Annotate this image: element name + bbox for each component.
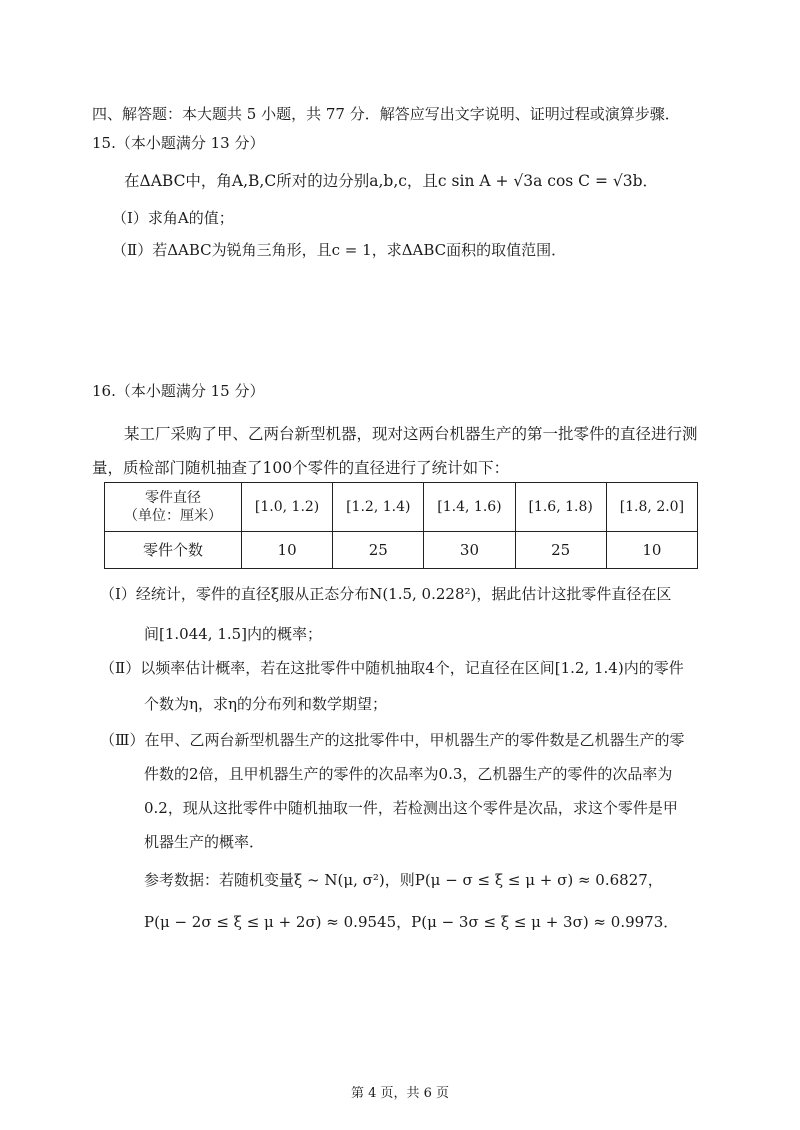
count-cell: 30 [424,532,515,569]
interval-cell: [1.4, 1.6) [424,483,515,532]
diameter-table [104,482,698,569]
q16-part2-line1: （Ⅱ）以频率估计概率，若在这批零件中随机抽取4个，记直径在区间[1.2, 1.4)内的零件 [100,659,684,677]
table-count-row [105,532,698,569]
q16-part1-line1: （Ⅰ）经统计，零件的直径ξ服从正态分布N(1.5, 0.228²)，据此估计这批零件直径在区 [100,585,672,603]
table-header-label [105,483,242,532]
q16-part3-line3: 0.2，现从这批零件中随机抽取一件，若检测出这个零件是次品，求这个零件是甲 [144,799,678,817]
q15-part2: （Ⅱ）若ΔABC为锐角三角形，且c = 1，求ΔABC面积的取值范围． [112,241,567,259]
header-label-line1: 零件直径 [145,490,201,506]
q15-part1: （Ⅰ）求角A的值； [112,209,234,227]
q15-title: 15.（本小题满分 13 分） [92,134,265,152]
q16-intro-line1: 某工厂采购了甲、乙两台新型机器，现对这两台机器生产的第一批零件的直径进行测 [124,425,698,443]
page-footer: 第 4 页，共 6 页 [350,1086,450,1101]
header-label-line2: （单位：厘米） [124,508,222,524]
interval-cell: [1.8, 2.0] [606,483,697,532]
interval-cell: [1.0, 1.2) [242,483,333,532]
q16-part1-line2: 间[1.044, 1.5]内的概率； [144,625,323,643]
section-heading: 四、解答题：本大题共 5 小题，共 77 分．解答应写出文字说明、证明过程或演算步骤． [92,105,680,123]
q16-part3-line4: 机器生产的概率． [144,833,265,851]
interval-cell: [1.2, 1.4) [333,483,424,532]
q16-intro-line2: 量，质检部门随机抽查了100个零件的直径进行了统计如下： [92,459,510,477]
q16-part3-line1: （Ⅲ）在甲、乙两台新型机器生产的这批零件中，甲机器生产的零件数是乙机器生产的零 [100,731,685,749]
count-cell: 10 [606,532,697,569]
q16-part2-line2: 个数为η，求η的分布列和数学期望； [144,695,387,713]
reference-data-line1: 参考数据：若随机变量ξ ~ N(μ, σ²)，则P(μ − σ ≤ ξ ≤ μ + σ) ≈ 0.6827， [144,871,663,889]
reference-data-line2: P(μ − 2σ ≤ ξ ≤ μ + 2σ) ≈ 0.9545，P(μ − 3σ ≤ ξ ≤ μ + 3σ) ≈ 0.9973． [144,913,679,931]
q16-title: 16.（本小题满分 15 分） [92,382,265,400]
count-cell: 25 [515,532,606,569]
count-cell: 10 [242,532,333,569]
count-label: 零件个数 [105,532,242,569]
q15-stem: 在ΔABC中，角A,B,C所对的边分别a,b,c，且c sin A + √3a cos C = √3b． [124,172,659,190]
table-header-row [105,483,698,532]
q16-part3-line2: 件数的2倍，且甲机器生产的零件的次品率为0.3，乙机器生产的零件的次品率为 [144,765,673,783]
interval-cell: [1.6, 1.8) [515,483,606,532]
count-cell: 25 [333,532,424,569]
